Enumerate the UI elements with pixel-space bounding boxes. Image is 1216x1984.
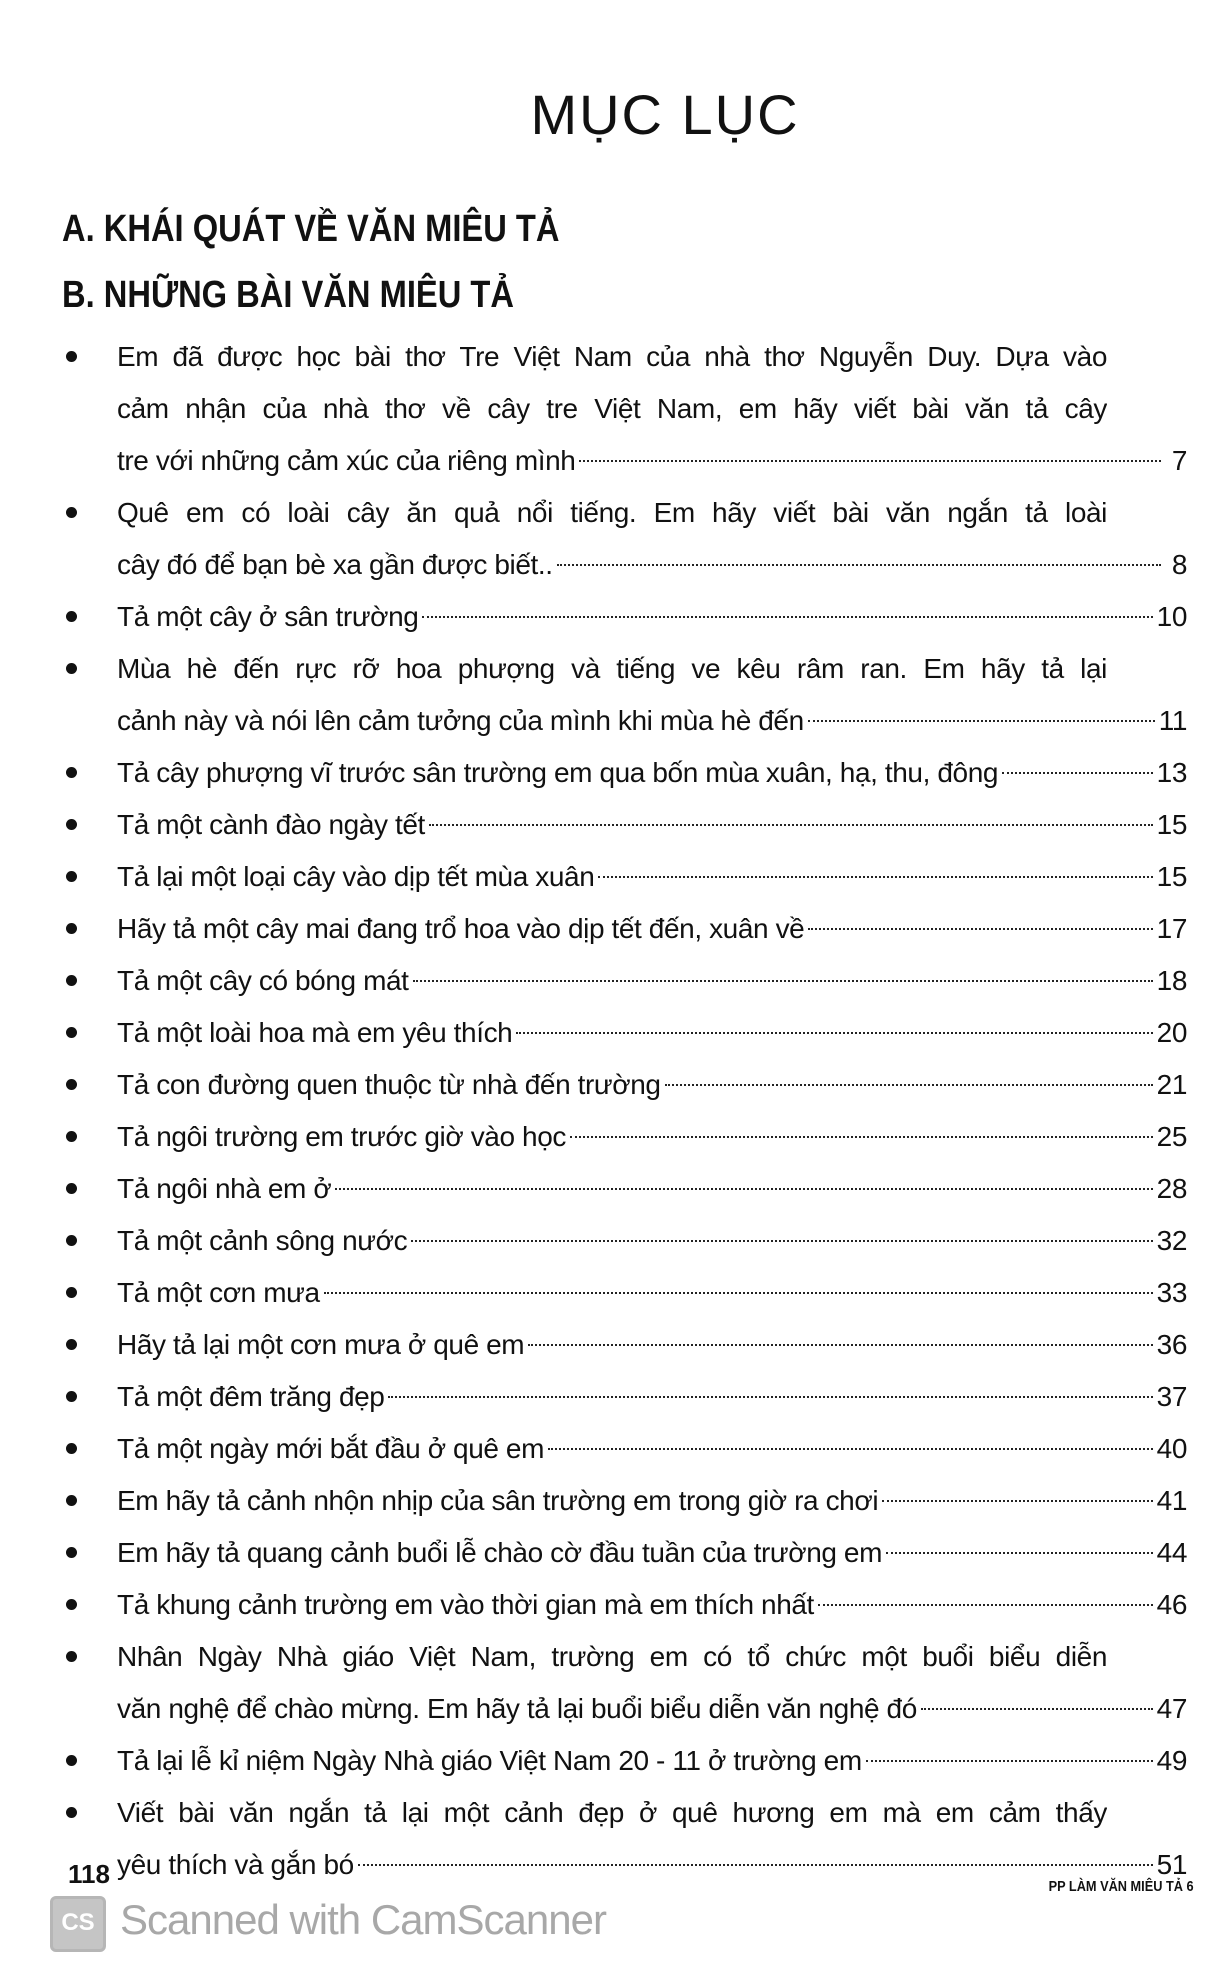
- toc-entry: [0, 1371, 1216, 1423]
- toc-entry-line: [117, 1735, 1187, 1787]
- toc-entry-text: Tả cây phượng vĩ trước sân trường em qua bốn mùa xuân, hạ, thu, đông: [117, 757, 999, 788]
- toc-entry-page: 41: [1156, 1485, 1187, 1516]
- dot-leader: [429, 824, 1153, 826]
- toc-entry-text: Tả lại một loại cây vào dịp tết mùa xuân: [117, 861, 595, 892]
- toc-entry-text: Tả ngôi nhà em ở: [117, 1173, 332, 1204]
- toc-entry-text: Hãy tả một cây mai đang trổ hoa vào dịp tết đến, xuân về: [117, 913, 805, 944]
- toc-entry-page: 8: [1171, 549, 1187, 580]
- dot-leader: [886, 1552, 1153, 1554]
- toc-entry-line: [117, 799, 1187, 851]
- toc-entry-line: [117, 1631, 1107, 1683]
- toc-entry-line: [117, 1423, 1187, 1475]
- toc-entry-line: [117, 1475, 1187, 1527]
- toc-entry: [0, 1215, 1216, 1267]
- toc-entry-page: 47: [1156, 1693, 1187, 1724]
- toc-entry-line: [117, 695, 1187, 747]
- toc-entry-line: [117, 747, 1187, 799]
- toc-entry-page: 15: [1156, 861, 1187, 892]
- bullet-icon: [66, 351, 77, 362]
- toc-entry-text: Quê em có loài cây ăn quả nổi tiếng. Em hãy viết bài văn ngắn tả loài: [117, 497, 1107, 528]
- dot-leader: [921, 1708, 1153, 1710]
- bullet-icon: [66, 663, 77, 674]
- bullet-icon: [66, 975, 77, 986]
- toc-entry-page: 13: [1156, 757, 1187, 788]
- dot-leader: [818, 1604, 1153, 1606]
- dot-leader: [665, 1084, 1153, 1086]
- bullet-icon: [66, 923, 77, 934]
- toc-entry-text: Tả khung cảnh trường em vào thời gian mà em thích nhất: [117, 1589, 814, 1620]
- toc-entry-page: 15: [1156, 809, 1187, 840]
- bullet-icon: [66, 1807, 77, 1818]
- toc-entry-text: cây đó để bạn bè xa gần được biết..: [117, 549, 553, 580]
- toc-entry: [0, 1787, 1216, 1891]
- toc-entry-text: yêu thích và gắn bó: [117, 1849, 354, 1880]
- toc-entry-page: 11: [1158, 705, 1187, 736]
- dot-leader: [598, 876, 1152, 878]
- toc-entry-line: [117, 643, 1107, 695]
- toc-entry-text: Tả một ngày mới bắt đầu ở quê em: [117, 1433, 545, 1464]
- toc-entry-text: Em hãy tả cảnh nhộn nhịp của sân trường em trong giờ ra chơi: [117, 1485, 879, 1516]
- toc-entry-page: 44: [1156, 1537, 1187, 1568]
- toc-entry-line: [117, 1163, 1187, 1215]
- toc-entry-page: 10: [1156, 601, 1187, 632]
- toc-entry-line: [117, 1371, 1187, 1423]
- toc-entry-text: Tả một loài hoa mà em yêu thích: [117, 1017, 513, 1048]
- toc-entry-line: [117, 1839, 1187, 1891]
- toc-entry-page: 21: [1156, 1069, 1187, 1100]
- dot-leader: [882, 1500, 1153, 1502]
- bullet-icon: [66, 1235, 77, 1246]
- bullet-icon: [66, 1443, 77, 1454]
- bullet-icon: [66, 1131, 77, 1142]
- toc-entry-line: [117, 1059, 1187, 1111]
- toc-entry-line: [117, 331, 1107, 383]
- toc-entry-text: cảnh này và nói lên cảm tưởng của mình khi mùa hè đến: [117, 705, 804, 736]
- toc-entry-page: 25: [1156, 1121, 1187, 1152]
- toc-entry-text: Em hãy tả quang cảnh buổi lễ chào cờ đầu tuần của trường em: [117, 1537, 883, 1568]
- toc-entry-text: Em đã được học bài thơ Tre Việt Nam của nhà thơ Nguyễn Duy. Dựa vào: [117, 341, 1107, 372]
- section-heading-a: A. KHÁI QUÁT VỀ VĂN MIÊU TẢ: [62, 208, 560, 250]
- toc-entry-line: [117, 1579, 1187, 1631]
- toc-entry-page: 51: [1156, 1849, 1187, 1880]
- bullet-icon: [66, 1287, 77, 1298]
- toc-entry-text: Mùa hè đến rực rỡ hoa phượng và tiếng ve kêu râm ran. Em hãy tả lại: [117, 653, 1107, 684]
- bullet-icon: [66, 1599, 77, 1610]
- toc-entry-line: [117, 487, 1107, 539]
- dot-leader: [516, 1032, 1152, 1034]
- toc-entry: [0, 955, 1216, 1007]
- dot-leader: [528, 1344, 1152, 1346]
- dot-leader: [324, 1292, 1153, 1294]
- toc-entry-line: [117, 1787, 1107, 1839]
- toc-entry-text: Tả lại lễ kỉ niệm Ngày Nhà giáo Việt Nam 20 - 11 ở trường em: [117, 1745, 862, 1776]
- table-of-contents: [0, 331, 1216, 1891]
- camscanner-watermark: Scanned with CamScanner: [120, 1896, 606, 1943]
- dot-leader: [388, 1396, 1152, 1398]
- bullet-icon: [66, 1547, 77, 1558]
- bullet-icon: [66, 1651, 77, 1662]
- toc-entry: [0, 1111, 1216, 1163]
- bullet-icon: [66, 1339, 77, 1350]
- toc-entry-text: Tả một đêm trăng đẹp: [117, 1381, 385, 1412]
- toc-entry-page: 37: [1156, 1381, 1187, 1412]
- toc-entry-page: 32: [1156, 1225, 1187, 1256]
- toc-entry: [0, 1579, 1216, 1631]
- bullet-icon: [66, 611, 77, 622]
- toc-entry-line: [117, 851, 1187, 903]
- toc-entry-page: 17: [1156, 913, 1187, 944]
- toc-entry: [0, 1423, 1216, 1475]
- toc-entry-page: 20: [1156, 1017, 1187, 1048]
- toc-entry-line: [117, 1527, 1187, 1579]
- bullet-icon: [66, 1755, 77, 1766]
- toc-entry: [0, 799, 1216, 851]
- toc-entry-page: 40: [1156, 1433, 1187, 1464]
- toc-entry: [0, 851, 1216, 903]
- section-heading-b: B. NHỮNG BÀI VĂN MIÊU TẢ: [62, 274, 514, 316]
- toc-entry-page: 33: [1156, 1277, 1187, 1308]
- toc-entry-text: Viết bài văn ngắn tả lại một cảnh đẹp ở quê hương em mà em cảm thấy: [117, 1797, 1107, 1828]
- bullet-icon: [66, 1079, 77, 1090]
- dot-leader: [335, 1188, 1152, 1190]
- toc-entry-line: [117, 435, 1187, 487]
- toc-entry-line: [117, 539, 1187, 591]
- toc-entry: [0, 1735, 1216, 1787]
- toc-entry-line: [117, 1319, 1187, 1371]
- toc-entry-page: 36: [1156, 1329, 1187, 1360]
- toc-entry: [0, 1267, 1216, 1319]
- dot-leader: [413, 980, 1153, 982]
- dot-leader: [422, 616, 1152, 618]
- bullet-icon: [66, 871, 77, 882]
- toc-entry: [0, 1059, 1216, 1111]
- toc-entry-text: Tả một cảnh sông nước: [117, 1225, 408, 1256]
- toc-entry-text: tre với những cảm xúc của riêng mình: [117, 445, 576, 476]
- page-number: 118: [68, 1859, 110, 1889]
- page-title: MỤC LỤC: [530, 83, 800, 146]
- toc-entry-line: [117, 1683, 1187, 1735]
- toc-entry-text: văn nghệ để chào mừng. Em hãy tả lại buổi biểu diễn văn nghệ đó: [117, 1693, 917, 1724]
- toc-entry-line: [117, 383, 1107, 435]
- toc-entry-line: [117, 903, 1187, 955]
- bullet-icon: [66, 1027, 77, 1038]
- toc-entry-page: 49: [1156, 1745, 1187, 1776]
- toc-entry: [0, 1527, 1216, 1579]
- toc-entry: [0, 1319, 1216, 1371]
- toc-entry: [0, 591, 1216, 643]
- toc-entry-text: Tả ngôi trường em trước giờ vào học: [117, 1121, 566, 1152]
- dot-leader: [358, 1864, 1153, 1866]
- dot-leader: [548, 1448, 1153, 1450]
- toc-entry-text: Nhân Ngày Nhà giáo Việt Nam, trường em có tổ chức một buổi biểu diễn: [117, 1641, 1107, 1672]
- toc-entry-text: Hãy tả lại một cơn mưa ở quê em: [117, 1329, 525, 1360]
- toc-entry-line: [117, 1007, 1187, 1059]
- dot-leader: [570, 1136, 1153, 1138]
- toc-entry-text: Tả một cây ở sân trường: [117, 601, 419, 632]
- dot-leader: [579, 460, 1161, 462]
- bullet-icon: [66, 767, 77, 778]
- dot-leader: [866, 1760, 1153, 1762]
- toc-entry-page: 18: [1156, 965, 1187, 996]
- toc-entry: [0, 1475, 1216, 1527]
- camscanner-logo-icon: CS: [50, 1896, 106, 1952]
- toc-entry: [0, 903, 1216, 955]
- toc-entry-page: 28: [1156, 1173, 1187, 1204]
- toc-entry: [0, 643, 1216, 747]
- toc-entry: [0, 1631, 1216, 1735]
- toc-entry-line: [117, 1267, 1187, 1319]
- toc-entry-line: [117, 591, 1187, 643]
- toc-entry: [0, 1007, 1216, 1059]
- bullet-icon: [66, 1495, 77, 1506]
- toc-entry-line: [117, 1111, 1187, 1163]
- toc-entry-text: Tả một cành đào ngày tết: [117, 809, 425, 840]
- toc-entry: [0, 487, 1216, 591]
- toc-entry-text: Tả con đường quen thuộc từ nhà đến trường: [117, 1069, 661, 1100]
- dot-leader: [808, 928, 1152, 930]
- bullet-icon: [66, 507, 77, 518]
- dot-leader: [411, 1240, 1152, 1242]
- toc-entry-page: 46: [1156, 1589, 1187, 1620]
- toc-entry-text: Tả một cây có bóng mát: [117, 965, 409, 996]
- toc-entry: [0, 1163, 1216, 1215]
- bullet-icon: [66, 819, 77, 830]
- toc-entry-line: [117, 1215, 1187, 1267]
- toc-entry-line: [117, 955, 1187, 1007]
- dot-leader: [557, 564, 1161, 566]
- dot-leader: [1002, 772, 1153, 774]
- dot-leader: [808, 720, 1155, 722]
- toc-entry: [0, 331, 1216, 487]
- toc-entry: [0, 747, 1216, 799]
- book-title-footer: PP LÀM VĂN MIÊU TẢ 6: [1049, 1878, 1194, 1895]
- bullet-icon: [66, 1183, 77, 1194]
- bullet-icon: [66, 1391, 77, 1402]
- toc-entry-text: Tả một cơn mưa: [117, 1277, 320, 1308]
- toc-entry-page: 7: [1171, 445, 1187, 476]
- toc-entry-text: cảm nhận của nhà thơ về cây tre Việt Nam, em hãy viết bài văn tả cây: [117, 393, 1107, 424]
